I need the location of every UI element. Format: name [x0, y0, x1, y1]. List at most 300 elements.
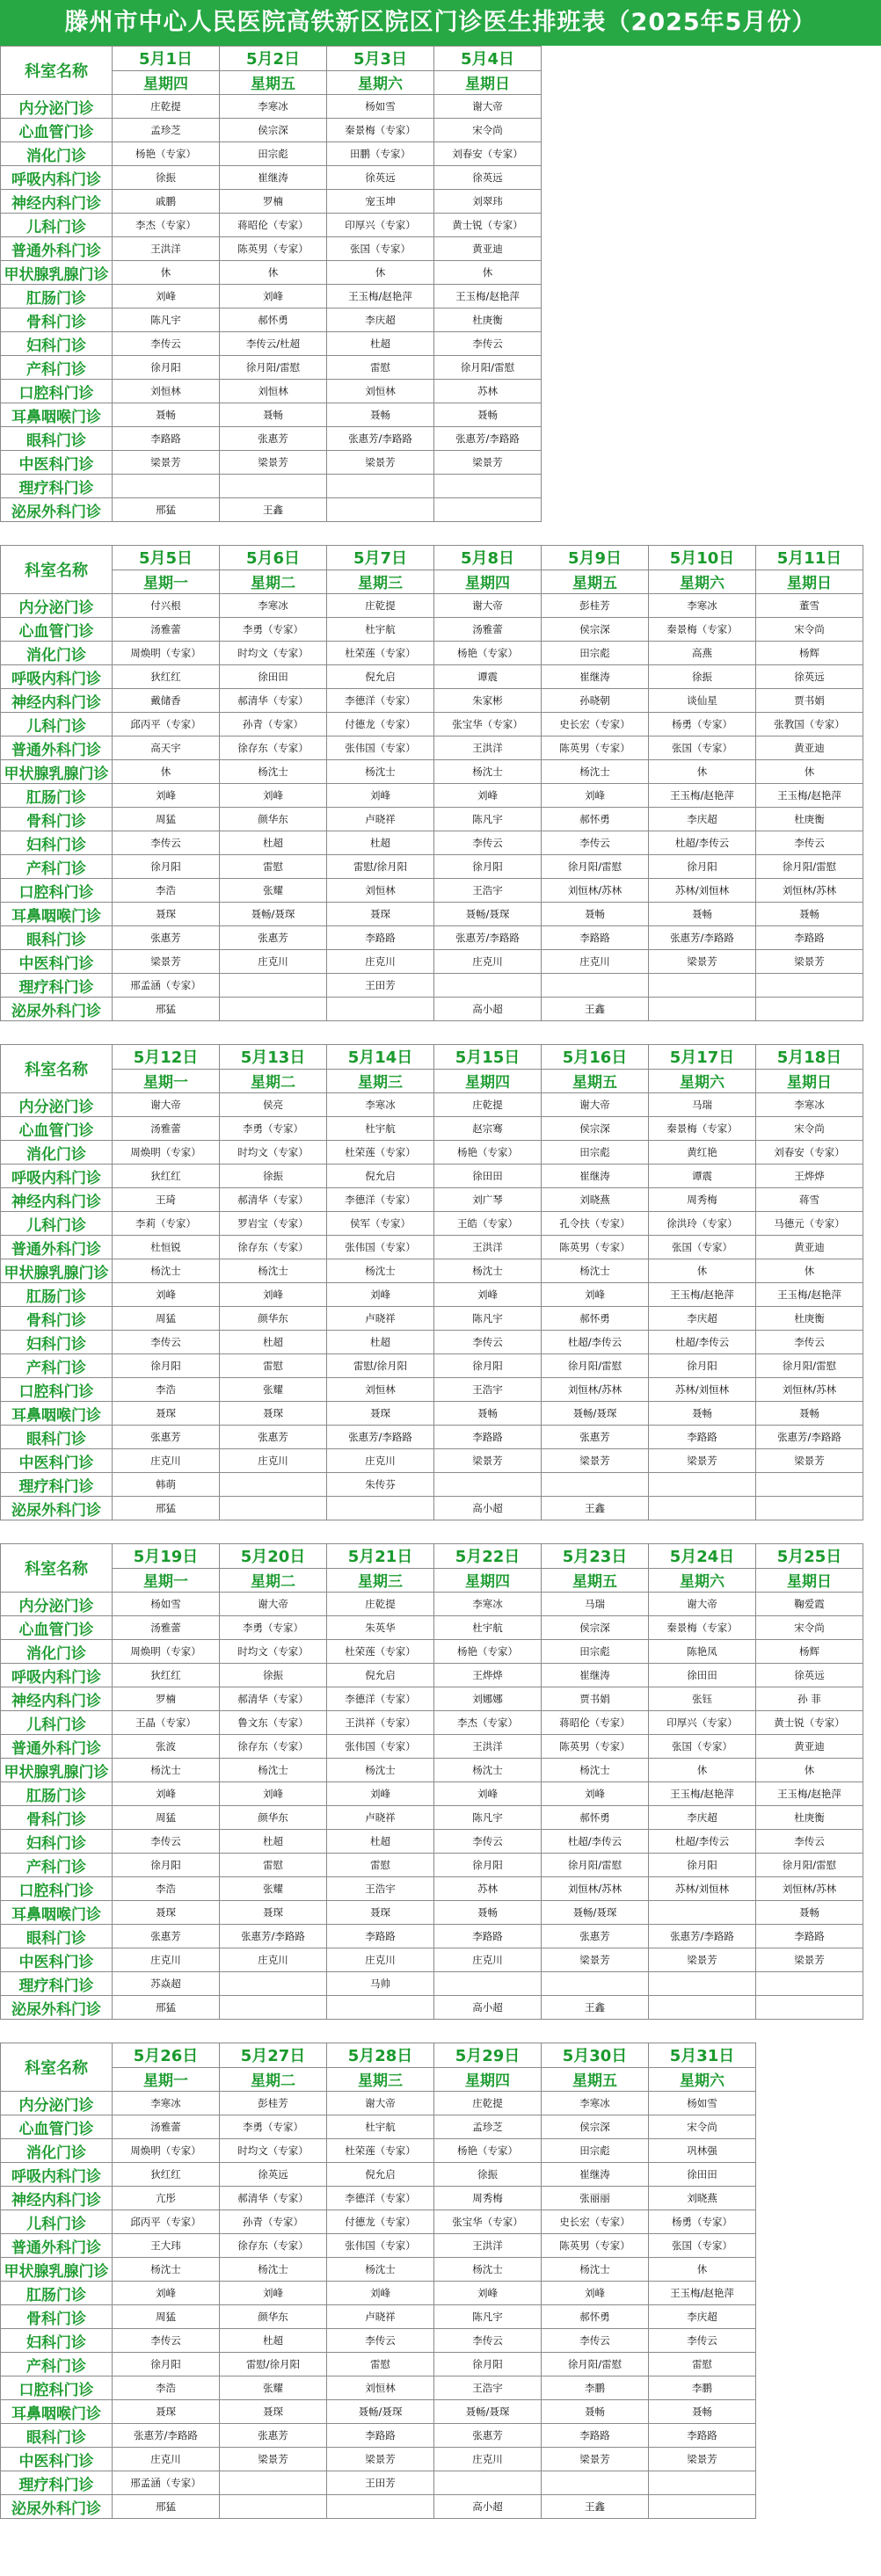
weekday-header: 星期一	[113, 2067, 220, 2092]
doctor-cell: 周猛	[113, 1307, 220, 1331]
doctor-cell: 刘春安（专家）	[434, 142, 542, 166]
doctor-cell: 休	[756, 760, 863, 784]
department-name: 理疗科门诊	[1, 475, 113, 498]
date-header-row	[1, 2043, 756, 2068]
doctor-cell: 谢大帝	[434, 95, 542, 119]
date-header: 5月3日	[327, 47, 434, 71]
doctor-cell: 谢大帝	[434, 594, 542, 618]
doctor-cell: 聂琛	[113, 1402, 220, 1426]
doctor-cell: 刘翠玮	[434, 190, 542, 214]
doctor-cell: 杜超/李传云	[649, 1331, 756, 1354]
department-name: 普通外科门诊	[1, 237, 113, 261]
department-name: 心血管门诊	[1, 1616, 113, 1640]
doctor-cell: 杜超/李传云	[542, 1331, 649, 1354]
department-name: 耳鼻咽喉门诊	[1, 903, 113, 926]
doctor-cell: 聂琛	[113, 2400, 220, 2424]
doctor-cell: 庄克川	[220, 1948, 327, 1972]
table-row	[1, 831, 863, 855]
doctor-cell: 谢大帝	[542, 1093, 649, 1117]
doctor-cell: 庄克川	[327, 1449, 434, 1473]
doctor-cell: 黄亚迪	[756, 1735, 863, 1759]
department-name: 肛肠门诊	[1, 1283, 113, 1307]
table-row	[1, 380, 542, 403]
doctor-cell: 王烨烨	[434, 1664, 542, 1687]
doctor-cell: 徐月阳/雷慰	[756, 855, 863, 879]
doctor-cell: 倪允启	[327, 1664, 434, 1687]
doctor-cell: 徐月阳/雷慰	[434, 356, 542, 380]
date-header: 5月26日	[113, 2043, 220, 2068]
doctor-cell: 宋令尚	[756, 1117, 863, 1141]
doctor-cell: 邱丙平（专家）	[113, 2210, 220, 2234]
doctor-cell: 徐田田	[649, 2163, 756, 2187]
date-header: 5月31日	[649, 2043, 756, 2068]
doctor-cell: 杨沈士	[327, 760, 434, 784]
doctor-cell: 李寒冰	[220, 594, 327, 618]
doctor-cell: 李勇（专家）	[220, 2115, 327, 2139]
doctor-cell: 梁景芳	[756, 950, 863, 974]
doctor-cell	[649, 1473, 756, 1497]
doctor-cell: 李勇（专家）	[220, 1616, 327, 1640]
doctor-cell: 聂畅	[327, 403, 434, 427]
doctor-cell: 陈凡宇	[434, 808, 542, 831]
date-header: 5月2日	[220, 47, 327, 71]
doctor-cell: 李传云	[542, 831, 649, 855]
doctor-cell: 聂琛	[220, 1901, 327, 1925]
doctor-cell: 刘峰	[434, 2282, 542, 2305]
doctor-cell: 刘峰	[327, 2282, 434, 2305]
department-name: 儿科门诊	[1, 214, 113, 237]
doctor-cell: 梁景芳	[327, 2448, 434, 2471]
doctor-cell: 郝清华（专家）	[220, 689, 327, 713]
doctor-cell: 刘峰	[220, 2282, 327, 2305]
doctor-cell: 杜超	[220, 1830, 327, 1854]
doctor-cell: 李鹏	[542, 2376, 649, 2400]
doctor-cell: 梁景芳	[649, 2448, 756, 2471]
doctor-cell: 张惠芳/李路路	[756, 1426, 863, 1449]
date-header: 5月16日	[542, 1045, 649, 1070]
date-header: 5月1日	[113, 47, 220, 71]
doctor-cell: 徐存东（专家）	[220, 1735, 327, 1759]
doctor-cell: 朱传芬	[327, 1473, 434, 1497]
date-header: 5月29日	[434, 2043, 542, 2068]
weekday-header: 星期日	[756, 1069, 863, 1093]
department-name: 普通外科门诊	[1, 2234, 113, 2258]
doctor-cell: 李传云/杜超	[220, 332, 327, 356]
doctor-cell: 徐存东（专家）	[220, 737, 327, 760]
doctor-cell: 庄克川	[327, 950, 434, 974]
schedule-table	[0, 1543, 863, 2020]
weekday-header-row	[1, 1568, 863, 1593]
department-name: 神经内科门诊	[1, 689, 113, 713]
doctor-cell: 邢猛	[113, 998, 220, 1021]
table-row	[1, 214, 542, 237]
doctor-cell: 狄红红	[113, 665, 220, 689]
table-row	[1, 2495, 756, 2519]
doctor-cell: 雷慰	[327, 2353, 434, 2376]
doctor-cell: 李路路	[327, 926, 434, 950]
schedule-table	[0, 545, 863, 1021]
doctor-cell: 徐月阳/雷慰	[220, 356, 327, 380]
doctor-cell: 蒋昭伦（专家）	[542, 1711, 649, 1735]
doctor-cell: 苏林/刘恒林	[649, 879, 756, 903]
date-header: 5月21日	[327, 1544, 434, 1569]
doctor-cell	[327, 1497, 434, 1520]
doctor-cell: 李传云	[113, 332, 220, 356]
department-name: 神经内科门诊	[1, 2187, 113, 2210]
doctor-cell: 杨勇（专家）	[649, 2210, 756, 2234]
doctor-cell: 李传云	[434, 1830, 542, 1854]
doctor-cell: 邱丙平（专家）	[113, 713, 220, 737]
doctor-cell: 付德龙（专家）	[327, 713, 434, 737]
doctor-cell	[649, 1497, 756, 1520]
weekday-header: 星期一	[113, 1568, 220, 1593]
table-row	[1, 974, 863, 998]
doctor-cell: 蒋雪	[756, 1188, 863, 1212]
table-row	[1, 142, 542, 166]
doctor-cell: 黄红艳	[649, 1141, 756, 1165]
doctor-cell: 周秀梅	[649, 1188, 756, 1212]
doctor-cell: 张耀	[220, 1877, 327, 1901]
doctor-cell: 张惠芳	[113, 1925, 220, 1948]
department-name: 呼吸内科门诊	[1, 166, 113, 190]
doctor-cell: 聂琛	[220, 2400, 327, 2424]
doctor-cell: 鞠爱霞	[756, 1593, 863, 1616]
doctor-cell: 汤雅蕾	[113, 618, 220, 642]
doctor-cell: 张耀	[220, 879, 327, 903]
doctor-cell: 崔继涛	[542, 1165, 649, 1188]
doctor-cell: 庄克川	[113, 2448, 220, 2471]
doctor-cell: 张惠芳/李路路	[434, 926, 542, 950]
doctor-cell	[220, 2471, 327, 2495]
doctor-cell: 杜宇航	[327, 618, 434, 642]
date-header: 5月22日	[434, 1544, 542, 1569]
doctor-cell: 王玉梅/赵艳萍	[649, 2282, 756, 2305]
doctor-cell: 黄亚迪	[434, 237, 542, 261]
doctor-cell: 刘峰	[542, 1782, 649, 1806]
doctor-cell: 陈凡宇	[434, 2305, 542, 2329]
date-header: 5月12日	[113, 1045, 220, 1070]
doctor-cell: 杨如雪	[649, 2092, 756, 2115]
department-name: 肛肠门诊	[1, 1782, 113, 1806]
doctor-cell: 高小超	[434, 1497, 542, 1520]
table-row	[1, 498, 542, 522]
doctor-cell: 颜华东	[220, 808, 327, 831]
doctor-cell: 杜超	[327, 332, 434, 356]
weekday-header: 星期六	[649, 570, 756, 594]
doctor-cell: 李路路	[756, 926, 863, 950]
doctor-cell: 徐振	[220, 1664, 327, 1687]
doctor-cell: 刘峰	[113, 285, 220, 308]
doctor-cell: 休	[649, 760, 756, 784]
doctor-cell: 马帅	[327, 1972, 434, 1996]
doctor-cell: 杜超	[220, 831, 327, 855]
doctor-cell	[649, 1901, 756, 1925]
table-row	[1, 1616, 863, 1640]
doctor-cell: 杨沈士	[542, 760, 649, 784]
doctor-cell: 徐月阳	[113, 1354, 220, 1378]
weekday-header: 星期六	[649, 1069, 756, 1093]
table-row	[1, 2115, 756, 2139]
doctor-cell: 黄亚迪	[756, 737, 863, 760]
department-name: 呼吸内科门诊	[1, 1664, 113, 1687]
doctor-cell: 张伟国（专家）	[327, 2234, 434, 2258]
doctor-cell: 李浩	[113, 1378, 220, 1402]
doctor-cell: 杜庚衡	[434, 308, 542, 332]
doctor-cell: 李浩	[113, 879, 220, 903]
weekday-header: 星期四	[434, 2067, 542, 2092]
doctor-cell: 李寒冰	[327, 1093, 434, 1117]
table-row	[1, 356, 542, 380]
department-name: 耳鼻咽喉门诊	[1, 1901, 113, 1925]
doctor-cell: 梁景芳	[434, 451, 542, 475]
department-name: 心血管门诊	[1, 119, 113, 142]
doctor-cell: 休	[649, 2258, 756, 2282]
doctor-cell: 张惠芳/李路路	[649, 1925, 756, 1948]
dept-header-label: 科室名称	[1, 1544, 113, 1593]
doctor-cell: 郝怀勇	[542, 808, 649, 831]
table-row	[1, 285, 542, 308]
doctor-cell: 宋令尚	[756, 618, 863, 642]
doctor-cell: 刘峰	[220, 784, 327, 808]
doctor-cell: 刘峰	[113, 2282, 220, 2305]
department-name: 中医科门诊	[1, 1948, 113, 1972]
table-row	[1, 1188, 863, 1212]
doctor-cell: 杨辉	[756, 1640, 863, 1664]
doctor-cell: 王鑫	[542, 2495, 649, 2519]
doctor-cell: 王鑫	[542, 1996, 649, 2020]
doctor-cell: 庄克川	[542, 950, 649, 974]
doctor-cell: 刘峰	[113, 1283, 220, 1307]
doctor-cell: 马瑞	[542, 1593, 649, 1616]
doctor-cell: 梁景芳	[756, 1449, 863, 1473]
doctor-cell: 杜庚衡	[756, 1806, 863, 1830]
doctor-cell: 李路路	[649, 2424, 756, 2448]
table-row	[1, 2187, 756, 2210]
date-header-row	[1, 1544, 863, 1569]
doctor-cell: 陈英男（专家）	[542, 1236, 649, 1259]
doctor-cell: 杜宇航	[327, 2115, 434, 2139]
doctor-cell	[756, 974, 863, 998]
doctor-cell: 徐月阳	[113, 1854, 220, 1877]
doctor-cell: 周焕明（专家）	[113, 642, 220, 665]
weekday-header: 星期二	[220, 1069, 327, 1093]
doctor-cell: 刘恒林/苏林	[542, 1378, 649, 1402]
doctor-cell: 杜恒锐	[113, 1236, 220, 1259]
doctor-cell: 王洪洋	[434, 737, 542, 760]
weekday-header: 星期四	[434, 1069, 542, 1093]
doctor-cell: 杨沈士	[434, 1759, 542, 1782]
doctor-cell: 秦景梅（专家）	[649, 618, 756, 642]
doctor-cell: 李杰（专家）	[434, 1711, 542, 1735]
doctor-cell: 邢猛	[113, 1497, 220, 1520]
doctor-cell: 邢猛	[113, 1996, 220, 2020]
doctor-cell: 梁景芳	[542, 1948, 649, 1972]
doctor-cell: 梁景芳	[434, 1449, 542, 1473]
date-header: 5月17日	[649, 1045, 756, 1070]
doctor-cell: 高天宇	[113, 737, 220, 760]
doctor-cell: 杜荣莲（专家）	[327, 642, 434, 665]
doctor-cell: 庄乾提	[327, 594, 434, 618]
doctor-cell	[542, 1473, 649, 1497]
date-header: 5月10日	[649, 546, 756, 570]
doctor-cell: 李庆超	[649, 1307, 756, 1331]
doctor-cell: 梁景芳	[327, 451, 434, 475]
doctor-cell: 张惠芳/李路路	[327, 427, 434, 451]
doctor-cell: 王洪洋	[434, 2234, 542, 2258]
doctor-cell: 聂琛	[113, 1901, 220, 1925]
doctor-cell: 徐月阳	[434, 1354, 542, 1378]
doctor-cell: 徐田田	[220, 665, 327, 689]
weekday-header-row	[1, 570, 863, 594]
doctor-cell: 张国（专家）	[327, 237, 434, 261]
doctor-cell: 陈英男（专家）	[542, 737, 649, 760]
doctor-cell: 卢晓祥	[327, 1307, 434, 1331]
doctor-cell: 李路路	[542, 926, 649, 950]
weekday-header: 星期三	[327, 570, 434, 594]
doctor-cell: 郝清华（专家）	[220, 2187, 327, 2210]
doctor-cell: 庄乾提	[434, 1093, 542, 1117]
doctor-cell: 聂畅	[756, 1402, 863, 1426]
doctor-cell: 休	[113, 760, 220, 784]
doctor-cell: 聂琛	[327, 1901, 434, 1925]
table-row	[1, 119, 542, 142]
doctor-cell: 孟珍芝	[434, 2115, 542, 2139]
doctor-cell: 庄克川	[113, 1948, 220, 1972]
doctor-cell: 杨沈士	[220, 2258, 327, 2282]
doctor-cell: 杜超/李传云	[649, 831, 756, 855]
doctor-cell: 梁景芳	[542, 1449, 649, 1473]
doctor-cell: 韩萌	[113, 1473, 220, 1497]
doctor-cell: 杨艳（专家）	[434, 1640, 542, 1664]
table-row	[1, 1497, 863, 1520]
doctor-cell: 颜华东	[220, 1806, 327, 1830]
doctor-cell: 李传云	[113, 1830, 220, 1854]
date-header: 5月27日	[220, 2043, 327, 2068]
doctor-cell: 高小超	[434, 1996, 542, 2020]
doctor-cell: 休	[113, 261, 220, 285]
doctor-cell: 刘峰	[220, 1283, 327, 1307]
table-row	[1, 665, 863, 689]
department-name: 甲状腺乳腺门诊	[1, 261, 113, 285]
doctor-cell: 徐英远	[220, 2163, 327, 2187]
doctor-cell	[434, 1972, 542, 1996]
doctor-cell: 田宗彪	[542, 2139, 649, 2163]
doctor-cell: 贾书娟	[542, 1687, 649, 1711]
doctor-cell: 徐月阳/雷慰	[542, 2353, 649, 2376]
doctor-cell: 秦景梅（专家）	[327, 119, 434, 142]
table-row	[1, 1877, 863, 1901]
doctor-cell: 徐月阳	[434, 1854, 542, 1877]
doctor-cell: 休	[649, 1759, 756, 1782]
weekday-header: 星期六	[327, 70, 434, 95]
doctor-cell: 张钰	[649, 1687, 756, 1711]
doctor-cell: 王琦	[113, 1188, 220, 1212]
doctor-cell: 狄红红	[113, 1165, 220, 1188]
doctor-cell: 杜超	[220, 2329, 327, 2353]
doctor-cell: 王玉梅/赵艳萍	[327, 285, 434, 308]
weekday-header: 星期一	[113, 1069, 220, 1093]
doctor-cell: 张教国（专家）	[756, 713, 863, 737]
doctor-cell: 李庆超	[649, 808, 756, 831]
date-header: 5月20日	[220, 1544, 327, 1569]
doctor-cell: 侯宗深	[542, 1117, 649, 1141]
doctor-cell: 张惠芳/李路路	[220, 1925, 327, 1948]
doctor-cell: 徐振	[649, 665, 756, 689]
doctor-cell: 张惠芳	[220, 427, 327, 451]
doctor-cell: 侯宗深	[542, 618, 649, 642]
department-name: 眼科门诊	[1, 926, 113, 950]
doctor-cell: 谢大帝	[327, 2092, 434, 2115]
table-row	[1, 1449, 863, 1473]
doctor-cell: 庄乾提	[434, 2092, 542, 2115]
date-header: 5月14日	[327, 1045, 434, 1070]
table-row	[1, 1093, 863, 1117]
department-name: 呼吸内科门诊	[1, 665, 113, 689]
doctor-cell	[649, 2495, 756, 2519]
doctor-cell: 崔继涛	[220, 166, 327, 190]
doctor-cell: 刘峰	[434, 784, 542, 808]
doctor-cell: 聂畅	[434, 1901, 542, 1925]
doctor-cell: 杨沈士	[113, 2258, 220, 2282]
doctor-cell: 李莉（专家）	[113, 1212, 220, 1236]
weekday-header: 星期五	[542, 1069, 649, 1093]
doctor-cell: 孙 菲	[756, 1687, 863, 1711]
doctor-cell: 李鹏	[649, 2376, 756, 2400]
doctor-cell: 谢大帝	[220, 1593, 327, 1616]
doctor-cell: 李传云	[434, 332, 542, 356]
date-header: 5月8日	[434, 546, 542, 570]
doctor-cell: 王鑫	[542, 998, 649, 1021]
doctor-cell: 梁景芳	[113, 950, 220, 974]
date-header: 5月4日	[434, 47, 542, 71]
doctor-cell: 王玉梅/赵艳萍	[756, 1283, 863, 1307]
doctor-cell: 庄乾提	[113, 95, 220, 119]
doctor-cell: 王鑫	[542, 1497, 649, 1520]
doctor-cell: 杨辉	[756, 642, 863, 665]
doctor-cell: 徐英远	[434, 166, 542, 190]
doctor-cell: 宠玉坤	[327, 190, 434, 214]
doctor-cell: 杨艳（专家）	[434, 1141, 542, 1165]
doctor-cell: 黄士锐（专家）	[756, 1711, 863, 1735]
doctor-cell	[434, 475, 542, 498]
doctor-cell: 秦景梅（专家）	[649, 1117, 756, 1141]
table-row	[1, 1664, 863, 1687]
doctor-cell: 徐月阳/雷慰	[542, 855, 649, 879]
department-name: 儿科门诊	[1, 1212, 113, 1236]
department-name: 口腔科门诊	[1, 1378, 113, 1402]
department-name: 儿科门诊	[1, 2210, 113, 2234]
doctor-cell: 杜超	[327, 1331, 434, 1354]
doctor-cell	[434, 974, 542, 998]
doctor-cell: 徐月阳/雷慰	[542, 1354, 649, 1378]
doctor-cell: 罗楠	[113, 1687, 220, 1711]
table-row	[1, 879, 863, 903]
doctor-cell: 徐振	[220, 1165, 327, 1188]
doctor-cell: 张惠芳	[220, 926, 327, 950]
table-row	[1, 237, 542, 261]
department-name: 消化门诊	[1, 2139, 113, 2163]
doctor-cell: 李寒冰	[220, 95, 327, 119]
table-row	[1, 2353, 756, 2376]
doctor-cell: 汤雅蕾	[113, 1117, 220, 1141]
department-name: 妇科门诊	[1, 332, 113, 356]
doctor-cell: 聂畅	[542, 903, 649, 926]
doctor-cell: 杜宇航	[327, 1117, 434, 1141]
doctor-cell: 李传云	[434, 1331, 542, 1354]
department-name: 眼科门诊	[1, 427, 113, 451]
doctor-cell: 李庆超	[649, 2305, 756, 2329]
doctor-cell: 陈英男（专家）	[542, 1735, 649, 1759]
